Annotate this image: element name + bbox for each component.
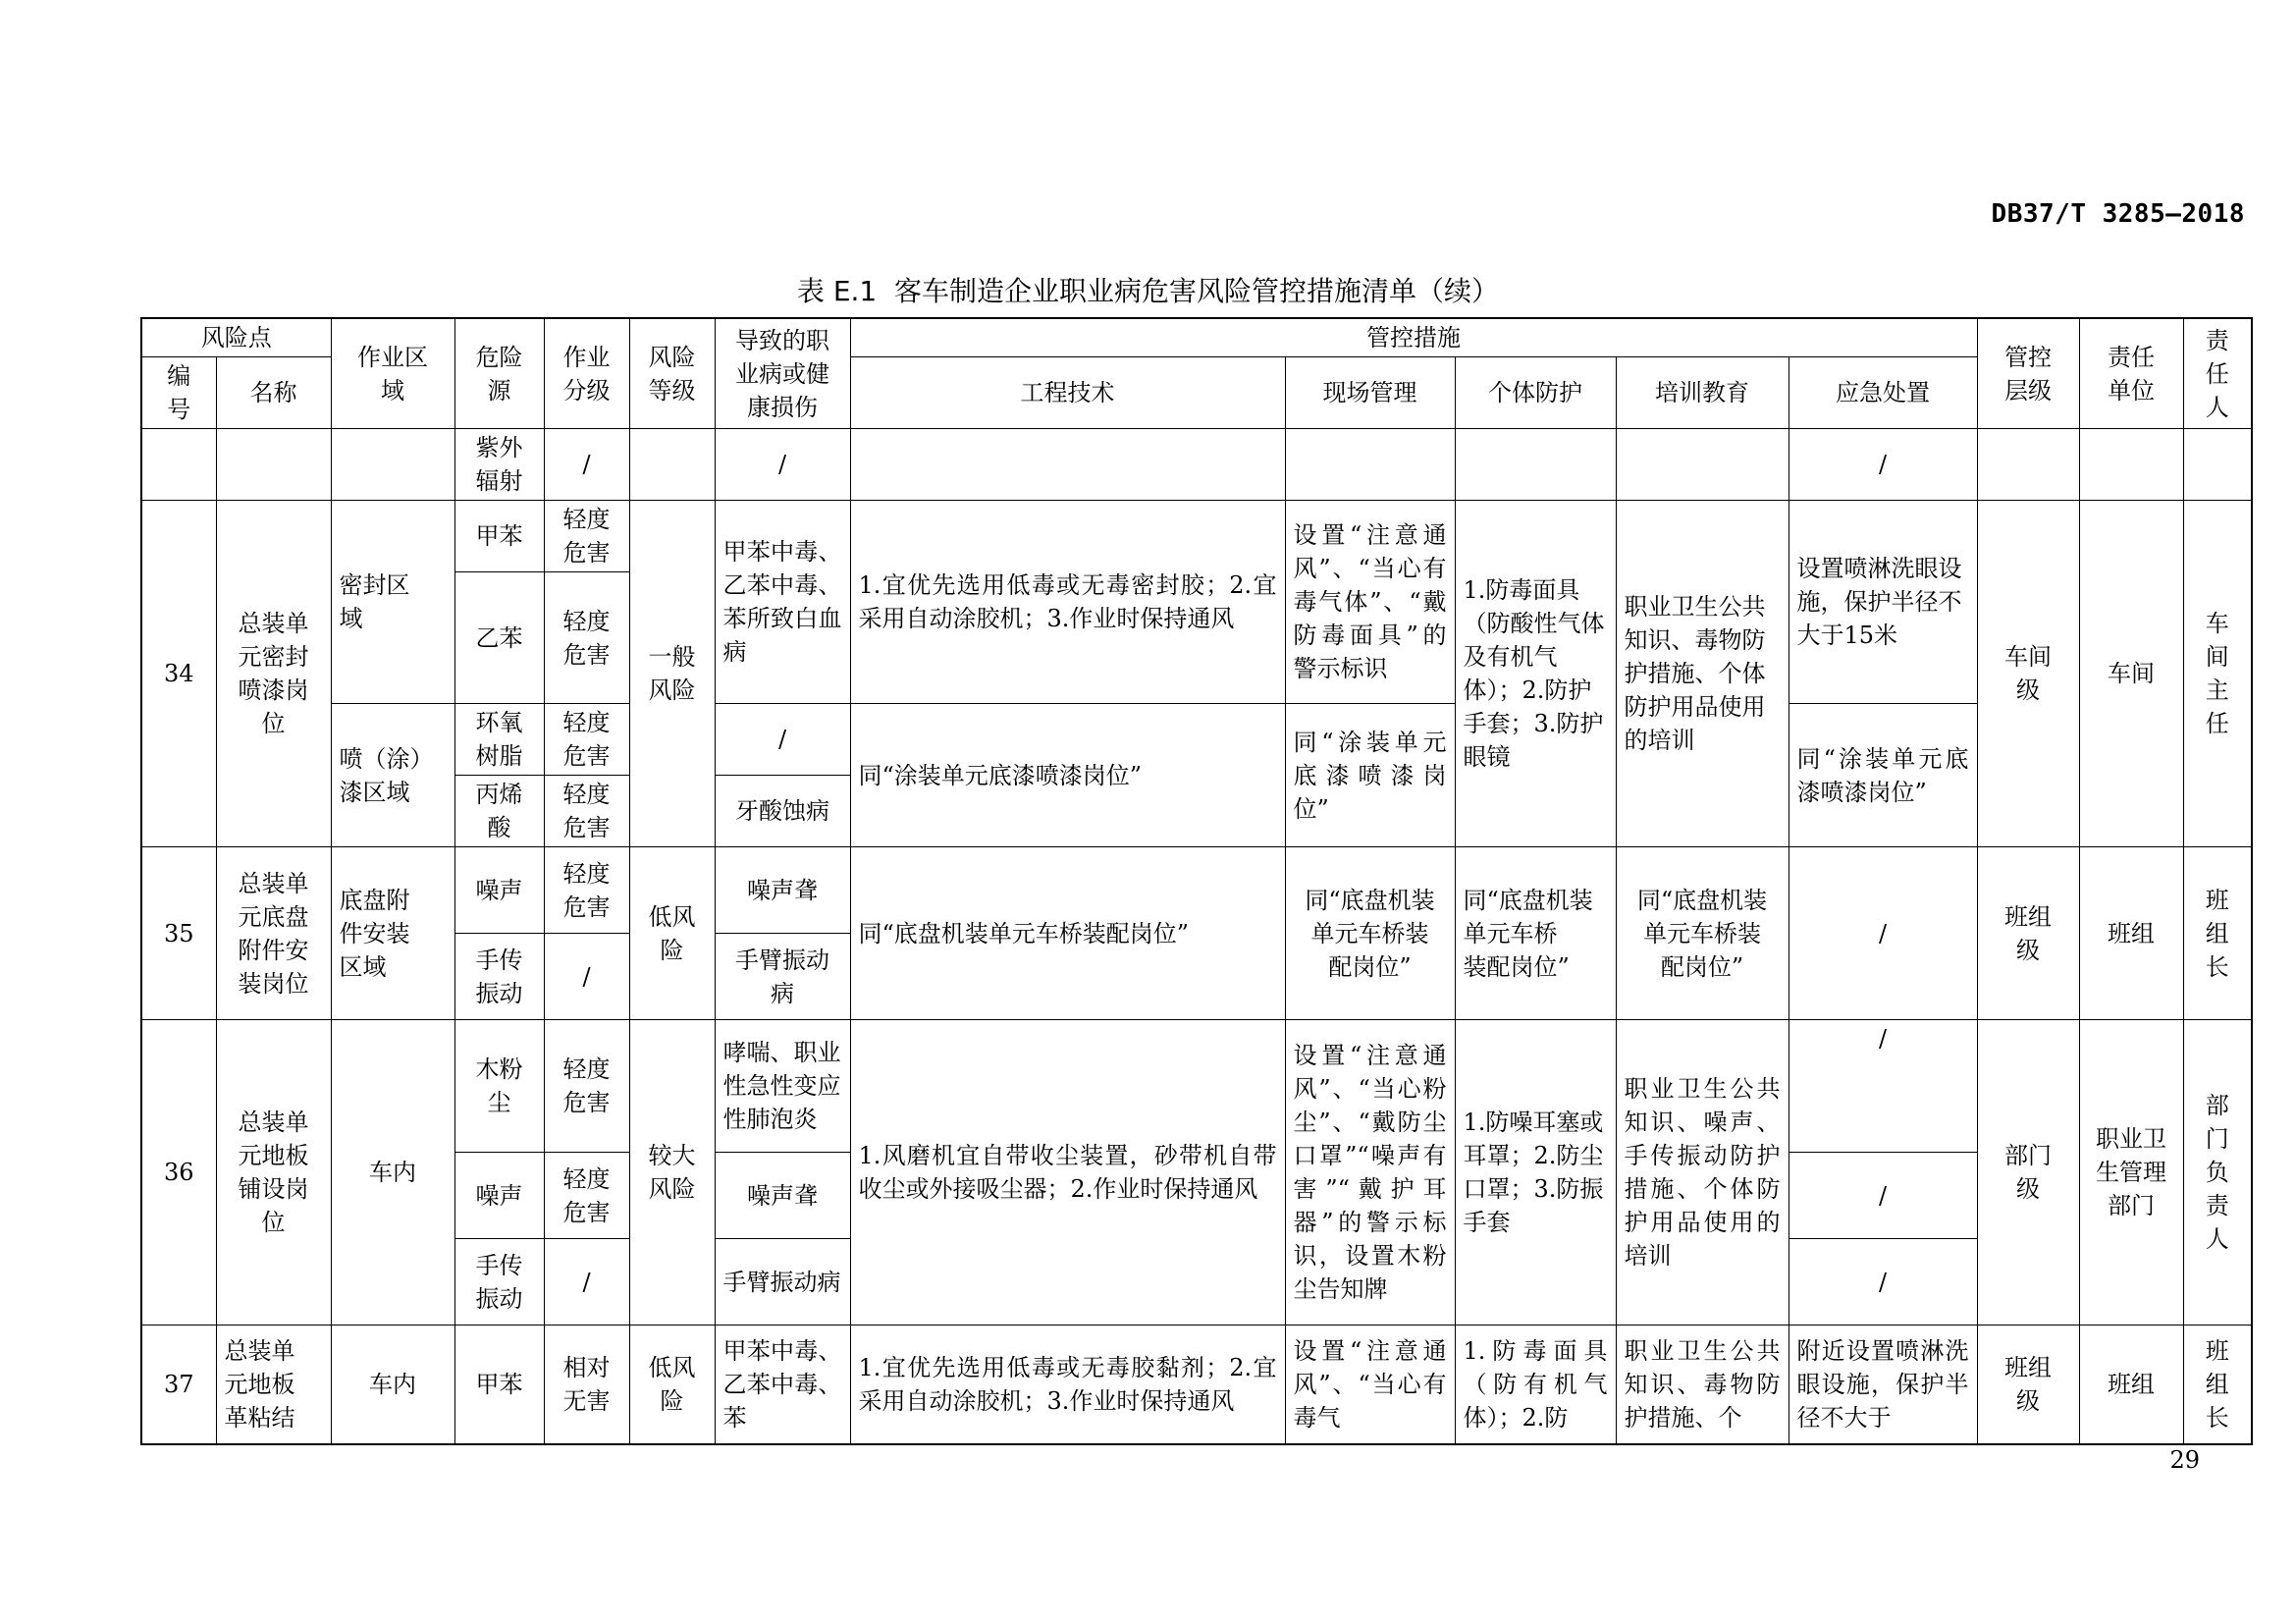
cell-personal-protection: 1.防毒面具（防有机气体）；2.防	[1455, 1325, 1616, 1444]
cell-work-grade: 轻度 危害	[544, 501, 629, 572]
table-row	[141, 704, 2252, 776]
cell-risk-level: 低风 险	[629, 847, 715, 1020]
cell-responsible-person: 班 组 长	[2183, 1325, 2252, 1444]
table-row	[141, 1325, 2252, 1444]
cell-disease: 手臂振动 病	[715, 934, 850, 1020]
cell-work-grade: 轻度 危害	[544, 572, 629, 704]
cell-hazard-source: 乙苯	[454, 572, 544, 704]
cell-responsible-unit: 班组	[2079, 1325, 2183, 1444]
cell-emergency: 设置喷淋洗眼设施，保护半径不大于15米	[1789, 501, 1977, 704]
header-control-level: 管控 层级	[1977, 318, 2079, 429]
cell-responsible-person	[2183, 429, 2252, 501]
cell-work-area: 底盘附 件安装 区域	[331, 847, 454, 1020]
cell-control-level: 部门 级	[1977, 1020, 2079, 1325]
cell-name	[216, 429, 331, 501]
cell-training	[1616, 429, 1789, 501]
cell-emergency: /	[1789, 1020, 1977, 1153]
cell-control-level: 班组 级	[1977, 1325, 2079, 1444]
cell-work-grade: 轻度 危害	[544, 704, 629, 776]
cell-work-area: 车内	[331, 1325, 454, 1444]
table-number: 表 E.1	[796, 275, 878, 307]
cell-serial: 35	[141, 847, 216, 1020]
cell-risk-level: 低风 险	[629, 1325, 715, 1444]
cell-hazard-source: 手传 振动	[454, 934, 544, 1020]
cell-work-grade: 轻度 危害	[544, 1020, 629, 1153]
header-risk-point: 风险点	[141, 318, 331, 357]
cell-work-area: 密封区 域	[331, 501, 454, 704]
cell-site-management: 设置“注意通风”、“当心粉尘”、“戴防尘口罩”“噪声有害”“戴护耳器”的警示标识，设置木粉尘告知牌	[1285, 1020, 1455, 1325]
cell-emergency: /	[1789, 1153, 1977, 1239]
cell-disease: 哮喘、职业性急性变应性肺泡炎	[715, 1020, 850, 1153]
cell-serial: 36	[141, 1020, 216, 1325]
cell-engineering: 同“涂装单元底漆喷漆岗位”	[850, 704, 1285, 847]
cell-site-management	[1285, 429, 1455, 501]
cell-disease: 噪声聋	[715, 1153, 850, 1239]
cell-disease: 甲苯中毒、乙苯中毒、苯所致白血病	[715, 501, 850, 704]
cell-hazard-source: 紫外 辐射	[454, 429, 544, 501]
cell-emergency: /	[1789, 429, 1977, 501]
cell-work-grade: /	[544, 429, 629, 501]
page-number: 29	[2169, 1446, 2200, 1474]
table-row	[141, 847, 2252, 934]
cell-hazard-source: 甲苯	[454, 501, 544, 572]
cell-work-grade: /	[544, 934, 629, 1020]
header-responsible-person: 责 任 人	[2183, 318, 2252, 429]
cell-control-level: 车间 级	[1977, 501, 2079, 847]
cell-site-management: 设置“注意通风”、“当心有毒气体”、“戴防毒面具”的警示标识	[1285, 501, 1455, 704]
cell-control-level	[1977, 429, 2079, 501]
cell-hazard-source: 环氧 树脂	[454, 704, 544, 776]
cell-emergency: 同“涂装单元底漆喷漆岗位”	[1789, 704, 1977, 847]
cell-hazard-source: 甲苯	[454, 1325, 544, 1444]
cell-responsible-person: 部 门 负 责 人	[2183, 1020, 2252, 1325]
cell-disease: 牙酸蚀病	[715, 776, 850, 847]
cell-risk-level: 一般 风险	[629, 501, 715, 847]
cell-site-management: 同“涂装单元底漆喷漆岗位”	[1285, 704, 1455, 847]
cell-responsible-unit: 车间	[2079, 501, 2183, 847]
cell-hazard-source: 丙烯 酸	[454, 776, 544, 847]
cell-work-area: 喷（涂） 漆区域	[331, 704, 454, 847]
cell-emergency: /	[1789, 1239, 1977, 1325]
cell-name: 总装单 元密封 喷漆岗 位	[216, 501, 331, 847]
cell-disease: 甲苯中毒、乙苯中毒、苯	[715, 1325, 850, 1444]
cell-engineering: 1.宜优先选用低毒或无毒密封胶；2.宜采用自动涂胶机；3.作业时保持通风	[850, 501, 1285, 704]
cell-engineering: 1.风磨机宜自带收尘装置，砂带机自带收尘或外接吸尘器；2.作业时保持通风	[850, 1020, 1285, 1325]
table-row	[141, 501, 2252, 572]
cell-work-grade: 轻度 危害	[544, 847, 629, 934]
cell-hazard-source: 噪声	[454, 1153, 544, 1239]
cell-responsible-person: 班 组 长	[2183, 847, 2252, 1020]
header-engineering: 工程技术	[850, 357, 1285, 429]
cell-work-area: 车内	[331, 1020, 454, 1325]
header-work-grade: 作业 分级	[544, 318, 629, 429]
cell-work-grade: 轻度 危害	[544, 776, 629, 847]
cell-emergency: /	[1789, 847, 1977, 1020]
header-emergency: 应急处置	[1789, 357, 1977, 429]
cell-name: 总装单 元地板 铺设岗 位	[216, 1020, 331, 1325]
cell-disease: /	[715, 429, 850, 501]
cell-engineering: 同“底盘机装单元车桥装配岗位”	[850, 847, 1285, 1020]
cell-responsible-person: 车 间 主 任	[2183, 501, 2252, 847]
header-responsible-unit: 责任 单位	[2079, 318, 2183, 429]
cell-personal-protection: 1.防噪耳塞或耳罩；2.防尘口罩；3.防振手套	[1455, 1020, 1616, 1325]
cell-disease: 手臂振动病	[715, 1239, 850, 1325]
cell-hazard-source: 噪声	[454, 847, 544, 934]
header-site-management: 现场管理	[1285, 357, 1455, 429]
cell-hazard-source: 木粉 尘	[454, 1020, 544, 1153]
table-title-text: 客车制造企业职业病危害风险管控措施清单（续）	[894, 275, 1500, 307]
header-risk-level: 风险 等级	[629, 318, 715, 429]
table-title	[0, 270, 2296, 309]
table-row	[141, 1020, 2252, 1153]
header-name: 名称	[216, 357, 331, 429]
cell-personal-protection	[1455, 429, 1616, 501]
cell-training: 职业卫生公共知识、毒物防护措施、个体防护用品使用的培训	[1616, 501, 1789, 847]
cell-training: 职业卫生公共知识、毒物防护措施、个	[1616, 1325, 1789, 1444]
cell-site-management: 同“底盘机装 单元车桥装 配岗位”	[1285, 847, 1455, 1020]
cell-work-area	[331, 429, 454, 501]
cell-risk-level: 较大 风险	[629, 1020, 715, 1325]
cell-site-management: 设置“注意通风”、“当心有毒气	[1285, 1325, 1455, 1444]
cell-personal-protection: 同“底盘机装 单元车桥 装配岗位”	[1455, 847, 1616, 1020]
cell-work-grade: 相对 无害	[544, 1325, 629, 1444]
cell-emergency: 附近设置喷淋洗眼设施，保护半径不大于	[1789, 1325, 1977, 1444]
cell-disease: 噪声聋	[715, 847, 850, 934]
cell-training: 职业卫生公共知识、噪声、手传振动防护措施、个体防护用品使用的培训	[1616, 1020, 1789, 1325]
header-disease: 导致的职 业病或健 康损伤	[715, 318, 850, 429]
document-code: DB37/T 3285—2018	[1991, 199, 2245, 229]
header-personal-protection: 个体防护	[1455, 357, 1616, 429]
cell-disease: /	[715, 704, 850, 776]
header-serial: 编 号	[141, 357, 216, 429]
cell-engineering: 1.宜优先选用低毒或无毒胶黏剂；2.宜采用自动涂胶机；3.作业时保持通风	[850, 1325, 1285, 1444]
header-work-area: 作业区 域	[331, 318, 454, 429]
header-hazard-source: 危险 源	[454, 318, 544, 429]
cell-serial	[141, 429, 216, 501]
cell-hazard-source: 手传 振动	[454, 1239, 544, 1325]
cell-risk-level	[629, 429, 715, 501]
cell-serial: 37	[141, 1325, 216, 1444]
cell-responsible-unit: 班组	[2079, 847, 2183, 1020]
risk-control-table	[140, 317, 2253, 1445]
header-row-1	[141, 318, 2252, 357]
table-row	[141, 429, 2252, 501]
cell-responsible-unit: 职业卫 生管理 部门	[2079, 1020, 2183, 1325]
cell-name: 总装单 元地板 革粘结	[216, 1325, 331, 1444]
cell-engineering	[850, 429, 1285, 501]
cell-responsible-unit	[2079, 429, 2183, 501]
cell-control-level: 班组 级	[1977, 847, 2079, 1020]
cell-work-grade: /	[544, 1239, 629, 1325]
cell-training: 同“底盘机装 单元车桥装 配岗位”	[1616, 847, 1789, 1020]
cell-work-grade: 轻度 危害	[544, 1153, 629, 1239]
cell-name: 总装单 元底盘 附件安 装岗位	[216, 847, 331, 1020]
cell-serial: 34	[141, 501, 216, 847]
header-control-measures: 管控措施	[850, 318, 1977, 357]
cell-personal-protection: 1.防毒面具（防酸性气体及有机气体）；2.防护手套；3.防护眼镜	[1455, 501, 1616, 847]
header-training: 培训教育	[1616, 357, 1789, 429]
